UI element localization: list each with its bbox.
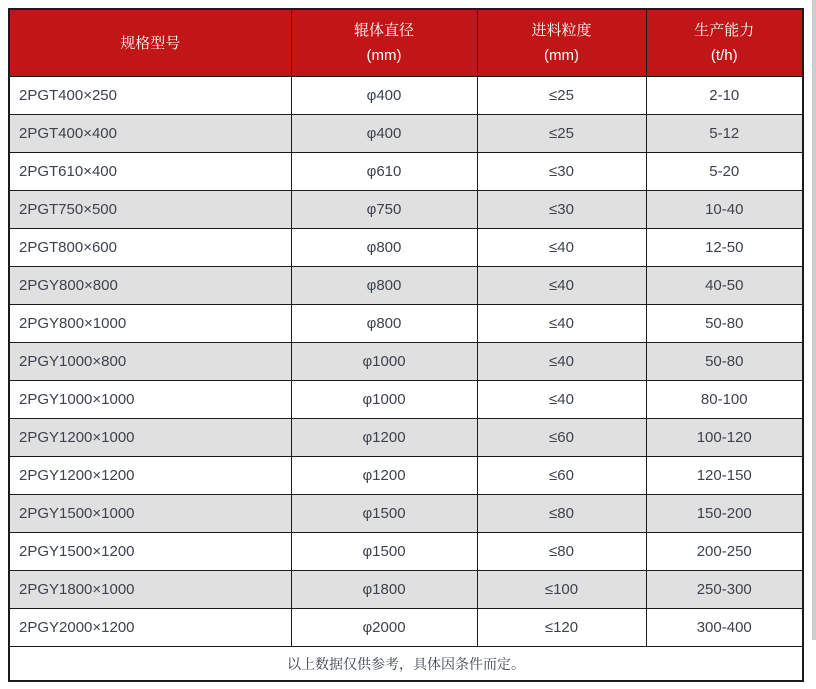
cell-feed-size: ≤80 [477, 495, 646, 533]
table-row [9, 77, 803, 115]
cell-feed-size: ≤60 [477, 419, 646, 457]
table-row [9, 381, 803, 419]
cell-model: 2PGY800×1000 [9, 305, 291, 343]
table-row [9, 343, 803, 381]
cell-model: 2PGT400×400 [9, 115, 291, 153]
cell-capacity: 250-300 [646, 571, 803, 609]
cell-model: 2PGY800×800 [9, 267, 291, 305]
spec-table [8, 8, 804, 682]
table-row [9, 571, 803, 609]
cell-capacity: 100-120 [646, 419, 803, 457]
header-unit: (t/h) [710, 47, 738, 64]
cell-roller-diameter: φ1200 [291, 419, 477, 457]
cell-feed-size: ≤40 [477, 305, 646, 343]
cell-feed-size: ≤30 [477, 153, 646, 191]
header-cell-roller-diameter [291, 9, 477, 77]
cell-roller-diameter: φ750 [291, 191, 477, 229]
cell-model: 2PGT800×600 [9, 229, 291, 267]
header-label: 进料粒度 [531, 22, 592, 39]
header-cell-feed-size [477, 9, 646, 77]
cell-feed-size: ≤40 [477, 381, 646, 419]
header-cell-capacity [646, 9, 803, 77]
cell-model: 2PGY1500×1000 [9, 495, 291, 533]
cell-model: 2PGT750×500 [9, 191, 291, 229]
cell-roller-diameter: φ800 [291, 305, 477, 343]
cell-feed-size: ≤25 [477, 115, 646, 153]
table-row [9, 191, 803, 229]
cell-roller-diameter: φ2000 [291, 609, 477, 647]
table-row [9, 419, 803, 457]
cell-feed-size: ≤40 [477, 229, 646, 267]
cell-capacity: 150-200 [646, 495, 803, 533]
cell-roller-diameter: φ400 [291, 77, 477, 115]
cell-capacity: 2-10 [646, 77, 803, 115]
cell-model: 2PGY1000×800 [9, 343, 291, 381]
cell-capacity: 5-20 [646, 153, 803, 191]
table-foot [9, 647, 803, 682]
cell-roller-diameter: φ1500 [291, 495, 477, 533]
cell-feed-size: ≤25 [477, 77, 646, 115]
cell-capacity: 5-12 [646, 115, 803, 153]
table-row [9, 533, 803, 571]
cell-capacity: 40-50 [646, 267, 803, 305]
header-unit: (mm) [366, 47, 402, 64]
cell-model: 2PGY1000×1000 [9, 381, 291, 419]
header-label: 辊体直径 [353, 22, 414, 39]
cell-roller-diameter: φ1000 [291, 343, 477, 381]
cell-capacity: 50-80 [646, 305, 803, 343]
cell-capacity: 120-150 [646, 457, 803, 495]
footnote-row [9, 647, 803, 682]
cell-capacity: 50-80 [646, 343, 803, 381]
cell-roller-diameter: φ1000 [291, 381, 477, 419]
table-row [9, 609, 803, 647]
cell-feed-size: ≤100 [477, 571, 646, 609]
cell-capacity: 300-400 [646, 609, 803, 647]
table-row [9, 229, 803, 267]
table-row [9, 153, 803, 191]
cell-roller-diameter: φ1800 [291, 571, 477, 609]
cell-roller-diameter: φ800 [291, 267, 477, 305]
cell-feed-size: ≤40 [477, 343, 646, 381]
cell-roller-diameter: φ800 [291, 229, 477, 267]
cell-model: 2PGY2000×1200 [9, 609, 291, 647]
cell-model: 2PGY1800×1000 [9, 571, 291, 609]
cell-roller-diameter: φ400 [291, 115, 477, 153]
cell-feed-size: ≤80 [477, 533, 646, 571]
table-footnote: 以上数据仅供参考，具体因条件而定。 [9, 647, 803, 682]
header-cell-model [9, 9, 291, 77]
table-body [9, 77, 803, 647]
cell-feed-size: ≤40 [477, 267, 646, 305]
cell-roller-diameter: φ1500 [291, 533, 477, 571]
cell-model: 2PGT610×400 [9, 153, 291, 191]
cell-roller-diameter: φ1200 [291, 457, 477, 495]
table-row [9, 267, 803, 305]
screen-edge-right [812, 0, 816, 640]
header-label: 生产能力 [694, 22, 755, 39]
table-row [9, 457, 803, 495]
cell-feed-size: ≤120 [477, 609, 646, 647]
cell-capacity: 12-50 [646, 229, 803, 267]
header-label: 规格型号 [120, 34, 181, 52]
table-header [9, 9, 803, 77]
cell-model: 2PGY1200×1200 [9, 457, 291, 495]
table-row [9, 115, 803, 153]
cell-feed-size: ≤30 [477, 191, 646, 229]
cell-capacity: 200-250 [646, 533, 803, 571]
cell-model: 2PGY1200×1000 [9, 419, 291, 457]
cell-capacity: 10-40 [646, 191, 803, 229]
header-unit: (mm) [544, 47, 579, 64]
header-row [9, 9, 803, 77]
table-row [9, 305, 803, 343]
cell-feed-size: ≤60 [477, 457, 646, 495]
cell-capacity: 80-100 [646, 381, 803, 419]
table-row [9, 495, 803, 533]
cell-roller-diameter: φ610 [291, 153, 477, 191]
cell-model: 2PGT400×250 [9, 77, 291, 115]
cell-model: 2PGY1500×1200 [9, 533, 291, 571]
